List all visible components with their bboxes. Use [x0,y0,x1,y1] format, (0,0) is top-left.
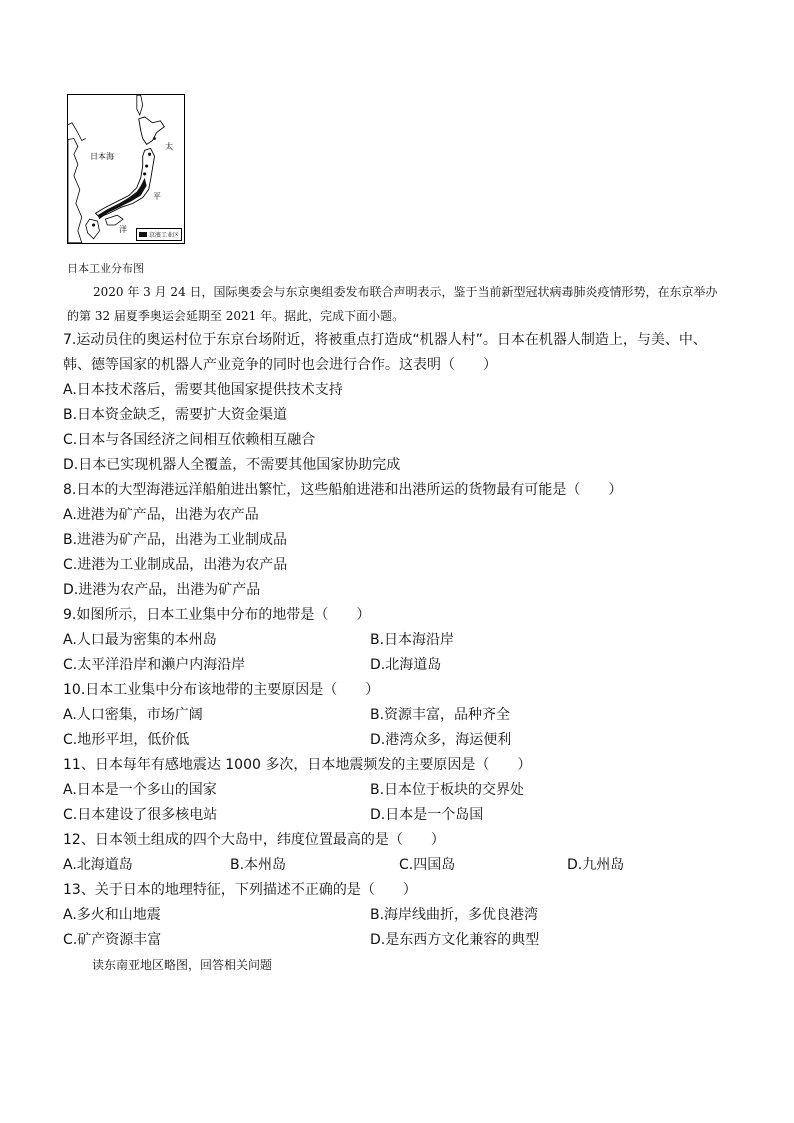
q10-option-a[interactable]: A.人口密集，市场广阔 [63,707,203,723]
q7-stem-line2: 韩、德等国家的机器人产业竞争的同时也会进行合作。这表明（ ） [63,357,497,373]
q12-option-c[interactable]: C.四国岛 [399,857,456,873]
q8-option-a[interactable]: A.进港为矿产品，出港为农产品 [63,507,259,523]
q10-option-b[interactable]: B.资源丰富，品种齐全 [370,707,511,723]
legend-label: 京濱工业区 [148,232,179,239]
japan-industry-map [67,94,185,244]
q12-option-b[interactable]: B.本州岛 [230,857,287,873]
q9-option-a[interactable]: A.人口最为密集的本州岛 [63,632,217,648]
q7-option-c[interactable]: C.日本与各国经济之间相互依赖相互融合 [63,432,316,448]
q13-option-a[interactable]: A.多火和山地震 [63,907,161,923]
q8-option-d[interactable]: D.进港为农产品，出港为矿产品 [63,582,261,598]
q7-option-a[interactable]: A.日本技术落后，需要其他国家提供技术支持 [63,382,343,398]
q11-option-c[interactable]: C.日本建设了很多核电站 [63,807,218,823]
q8-stem: 8.日本的大型海港远洋船舶进出繁忙，这些船舶进港和出港所运的货物最有可能是（ ） [63,482,623,498]
q11-option-d[interactable]: D.日本是一个岛国 [370,807,484,823]
q9-option-d[interactable]: D.北海道岛 [370,657,442,673]
q13-stem: 13、关于日本的地理特征，下列描述不正确的是（ ） [63,882,417,898]
map-legend [136,228,182,241]
q11-stem: 11、日本每年有感地震达 1000 多次，日本地震频发的主要原因是（ ） [63,757,532,773]
q10-stem: 10.日本工业集中分布该地带的主要原因是（ ） [63,682,380,698]
q12-option-d[interactable]: D.九州岛 [567,857,625,873]
ocean-char-2: 平 [153,192,161,201]
next-section-instruction: 读东南亚地区略图，回答相关问题 [92,958,273,972]
q8-option-c[interactable]: C.进港为工业制成品，出港为农产品 [63,557,288,573]
q12-stem: 12、日本领土组成的四个大岛中，纬度位置最高的是（ ） [63,832,445,848]
q7-option-b[interactable]: B.日本资金缺乏，需要扩大资金渠道 [63,407,288,423]
q9-option-b[interactable]: B.日本海沿岸 [370,632,455,648]
q10-option-c[interactable]: C.地形平坦，低价低 [63,732,190,748]
q11-option-b[interactable]: B.日本位于板块的交界处 [370,782,525,798]
japan-map-drawing [68,95,184,243]
ocean-char-1: 太 [165,142,173,151]
intro-paragraph: 2020 年 3 月 24 日，国际奥委会与东京奥组委发布联合声明表示，鉴于当前新型冠状病毒肺炎疫情形势，在东京举办的第 32 届夏季奥运会延期至 2021 年。据此，完成下面小题。 [67,285,718,323]
q9-stem: 9.如图所示，日本工业集中分布的地带是（ ） [63,607,371,623]
sea-of-japan-label: 日本海 [90,152,114,161]
q7-stem-line1: 7.运动员住的奥运村位于东京台场附近，将被重点打造成“机器人村”。日本在机器人制造上，与美、中、 [63,332,707,348]
q10-option-d[interactable]: D.港湾众多，海运便利 [370,732,512,748]
q13-option-d[interactable]: D.是东西方文化兼容的典型 [370,932,540,948]
legend-swatch [139,232,147,237]
q13-option-c[interactable]: C.矿产资源丰富 [63,932,162,948]
ocean-char-3: 洋 [119,225,127,234]
q9-option-c[interactable]: C.太平洋沿岸和濑户内海沿岸 [63,657,246,673]
q7-option-d[interactable]: D.日本已实现机器人全覆盖，不需要其他国家协助完成 [63,457,401,473]
q13-option-b[interactable]: B.海岸线曲折，多优良港湾 [370,907,539,923]
q12-option-a[interactable]: A.北海道岛 [63,857,133,873]
q11-option-a[interactable]: A.日本是一个多山的国家 [63,782,217,798]
map-caption: 日本工业分布图 [67,262,144,275]
q8-option-b[interactable]: B.进港为矿产品，出港为工业制成品 [63,532,288,548]
